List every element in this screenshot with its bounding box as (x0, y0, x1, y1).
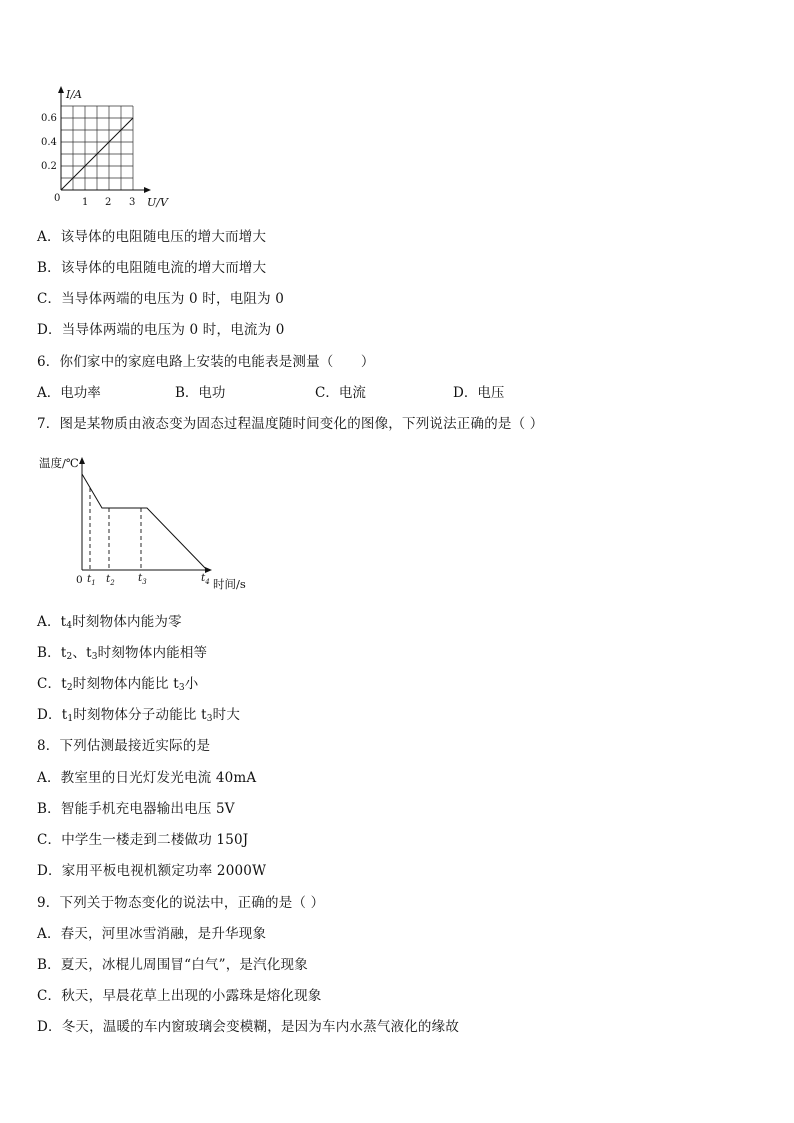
q9-stem: 9．下列关于物态变化的说法中，正确的是（ ） (37, 895, 325, 911)
q5-option-a: A．该导体的电阻随电压的增大而增大 (37, 229, 267, 245)
q7-option-b: B．$t_2$、$t_3$时刻物体内能相等 (37, 645, 208, 662)
iu-x-tick: 3 (129, 197, 136, 208)
q7-option-d: D．$t_1$时刻物体分子动能比 $t_3$时大 (37, 707, 241, 724)
q9-option-d: D．冬天，温暖的车内窗玻璃会变模糊，是因为车内水蒸气液化的缘故 (37, 1019, 460, 1035)
time-x-arrow (205, 567, 212, 573)
time-origin-label: 0 (76, 574, 83, 586)
time-axis-label: 时间/s (213, 577, 246, 591)
iu-y-tick: 0.6 (41, 113, 57, 124)
q7-option-c: C．$t_2$时刻物体内能比 $t_3$小 (37, 676, 199, 693)
q8-stem: 8．下列估测最接近实际的是 (37, 738, 211, 754)
t4-label: $t_4$ (201, 572, 210, 586)
temp-axis-label: 温度/℃ (39, 456, 79, 470)
q8-option-a: A．教室里的日光灯发光电流 40mA (37, 770, 257, 786)
t2-label: $t_2$ (106, 573, 115, 587)
iu-y-tick: 0.4 (41, 137, 57, 148)
q6-option-d: D．电压 (453, 385, 505, 401)
cooling-curve (82, 474, 207, 570)
q6-option-a: A．电功率 (37, 385, 101, 401)
iu-origin-label: 0 (54, 193, 61, 204)
iu-y-axis-label: I/A (66, 88, 82, 101)
q5-option-c: C．当导体两端的电压为 0 时，电阻为 0 (37, 291, 285, 307)
iu-x-tick: 1 (82, 197, 89, 208)
q9-option-b: B．夏天，冰棍儿周围冒“白气”，是汽化现象 (37, 957, 308, 973)
q5-option-b: B．该导体的电阻随电流的增大而增大 (37, 260, 267, 276)
iu-graph (30, 82, 180, 212)
iu-y-tick: 0.2 (41, 161, 57, 172)
q6-option-b: B．电功 (175, 385, 226, 401)
q6-stem: 6．你们家中的家庭电路上安装的电能表是测量（ ） (37, 354, 375, 370)
q8-option-c: C．中学生一楼走到二楼做功 150J (37, 832, 249, 848)
q7-stem: 7．图是某物质由液态变为固态过程温度随时间变化的图像，下列说法正确的是（ ） (37, 416, 544, 432)
iu-x-axis-label: U/V (147, 196, 168, 209)
iu-x-tick: 2 (105, 197, 112, 208)
q9-option-a: A．春天，河里冰雪消融，是升华现象 (37, 926, 267, 942)
q7-option-a: A．$t_4$时刻物体内能为零 (37, 614, 182, 631)
t1-label: $t_1$ (87, 573, 96, 587)
iu-y-arrow (58, 86, 64, 93)
temp-y-arrow (79, 457, 85, 464)
iu-x-arrow (144, 187, 151, 193)
q8-option-b: B．智能手机充电器输出电压 5V (37, 801, 235, 817)
q6-option-c: C．电流 (315, 385, 366, 401)
q5-option-d: D．当导体两端的电压为 0 时，电流为 0 (37, 322, 285, 338)
q9-option-c: C．秋天，早晨花草上出现的小露珠是熔化现象 (37, 988, 322, 1004)
t3-label: $t_3$ (138, 572, 147, 586)
iu-graph-grid (61, 106, 133, 190)
q8-option-d: D．家用平板电视机额定功率 2000W (37, 863, 267, 879)
cooling-curve-graph (35, 450, 255, 592)
